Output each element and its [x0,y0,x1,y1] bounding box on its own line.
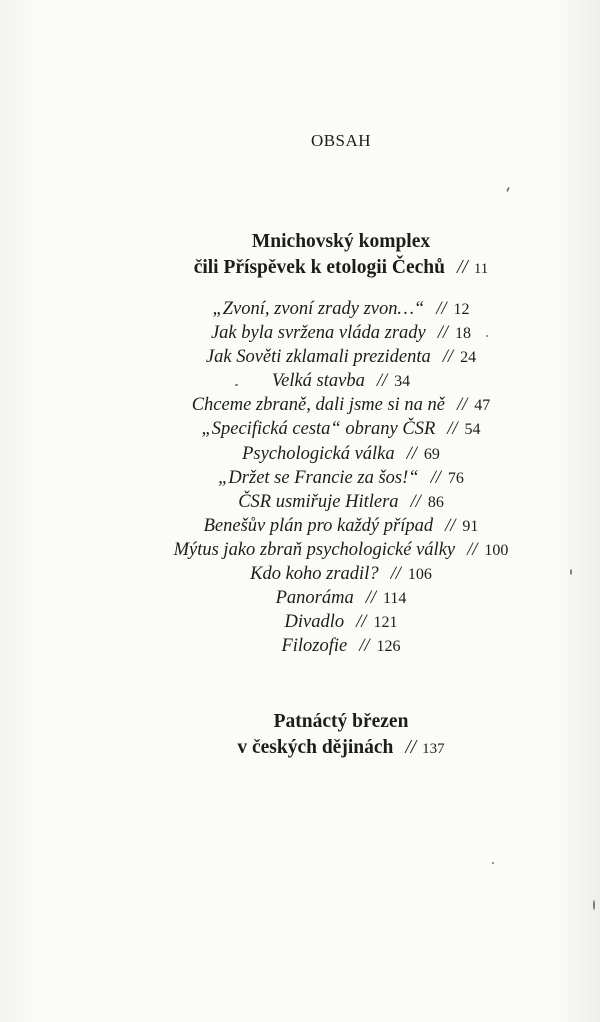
page-separator: // [405,737,417,758]
page-separator: // [457,395,468,416]
scan-speck [570,569,572,575]
toc-entry [0,297,600,321]
page-separator: // [390,564,401,585]
toc-entries [0,297,600,658]
page-separator: // [365,588,376,609]
toc-entry-title: Benešův plán pro každý případ [203,515,434,536]
toc-entry [0,514,600,538]
part-two-title-line2: v českých dějinách [237,737,394,758]
scan-speck [235,384,238,386]
part-one-title-line2-row [0,255,600,282]
scan-speck [593,900,595,910]
part-two-page-number: 137 [422,741,445,757]
scan-speck [486,335,488,337]
page-separator: // [467,539,478,560]
toc-entry [0,321,600,345]
toc-entry [0,442,600,466]
toc-entry [0,634,600,658]
toc-entry [0,562,600,586]
part-one-page-number: 11 [473,261,489,277]
scan-speck [506,187,510,192]
page-title: OBSAH [310,131,372,150]
toc-entry-title: Divadlo [284,612,345,633]
page-separator: // [376,371,388,392]
page-separator: // [356,612,367,633]
page-separator: // [457,257,468,278]
page-separator: // [436,299,447,319]
toc-entry-page: 54 [464,421,481,439]
toc-entry-title: Mýtus jako zbraň psychologické války [173,539,456,560]
toc-entry-page: 76 [447,469,464,487]
page-separator: // [430,467,441,488]
toc-entry-page: 91 [462,517,479,535]
toc-entry-page: 106 [407,566,432,584]
toc-entry-title: Filozofie [281,636,348,657]
scan-speck [492,862,494,864]
page-separator: // [406,443,417,464]
toc-entry [0,610,600,634]
toc-entry [0,586,600,610]
toc-entry [0,369,600,393]
toc-entry-title: Chceme zbraně, dali jsme si na ně [191,395,446,416]
part-two-heading [0,709,600,762]
toc-entry-title: Jak byla svržena vláda zrady [210,323,426,344]
toc-entry-title: Jak Sověti zklamali prezidenta [205,347,431,368]
toc-entry-title: ČSR usmiřuje Hitlera [238,491,399,512]
toc-entry-page: 100 [484,541,509,559]
part-two-title-line2-row [0,735,600,762]
toc-entry-page: 12 [453,301,470,318]
toc-entry [0,345,600,369]
toc-entry-title: „Specifická cesta“ obrany ČSR [201,419,436,440]
part-one-title-line2: čili Příspěvek k etologii Čechů [193,257,445,278]
toc-entry-title: Panoráma [275,588,354,609]
toc-entry-page: 24 [460,349,477,367]
toc-entry-page: 47 [474,397,491,415]
toc-entry [0,417,600,441]
part-one-title-line1: Mnichovský komplex [251,231,431,252]
toc-entry-page: 86 [427,493,444,511]
toc-entry-title: „Zvoní, zvoní zrady zvon…“ [212,299,425,319]
toc-entry-page: 18 [455,325,472,343]
toc-entry-page: 126 [376,638,401,656]
toc-entry-title: Velká stavba [271,371,365,392]
page-separator: // [445,515,456,536]
toc-entry-page: 34 [394,373,411,391]
page-separator: // [447,419,458,440]
page-separator: // [442,347,454,368]
toc-entry [0,466,600,490]
toc-entry-title: Kdo koho zradil? [250,564,379,585]
page-separator: // [359,636,370,657]
toc-entry-page: 114 [383,590,407,608]
toc-entry-title: Psychologická válka [242,443,395,464]
part-one-heading [0,229,600,282]
toc-entry [0,538,600,562]
page-separator: // [410,491,421,512]
toc-entry [0,393,600,417]
page-separator: // [437,323,449,344]
toc-entry-page: 121 [373,614,398,632]
toc-entry [0,490,600,514]
toc-entry-page: 69 [423,445,440,463]
part-two-title-line1: Patnáctý březen [273,711,409,732]
toc-entry-title: „Držet se Francie za šos!“ [218,467,419,488]
